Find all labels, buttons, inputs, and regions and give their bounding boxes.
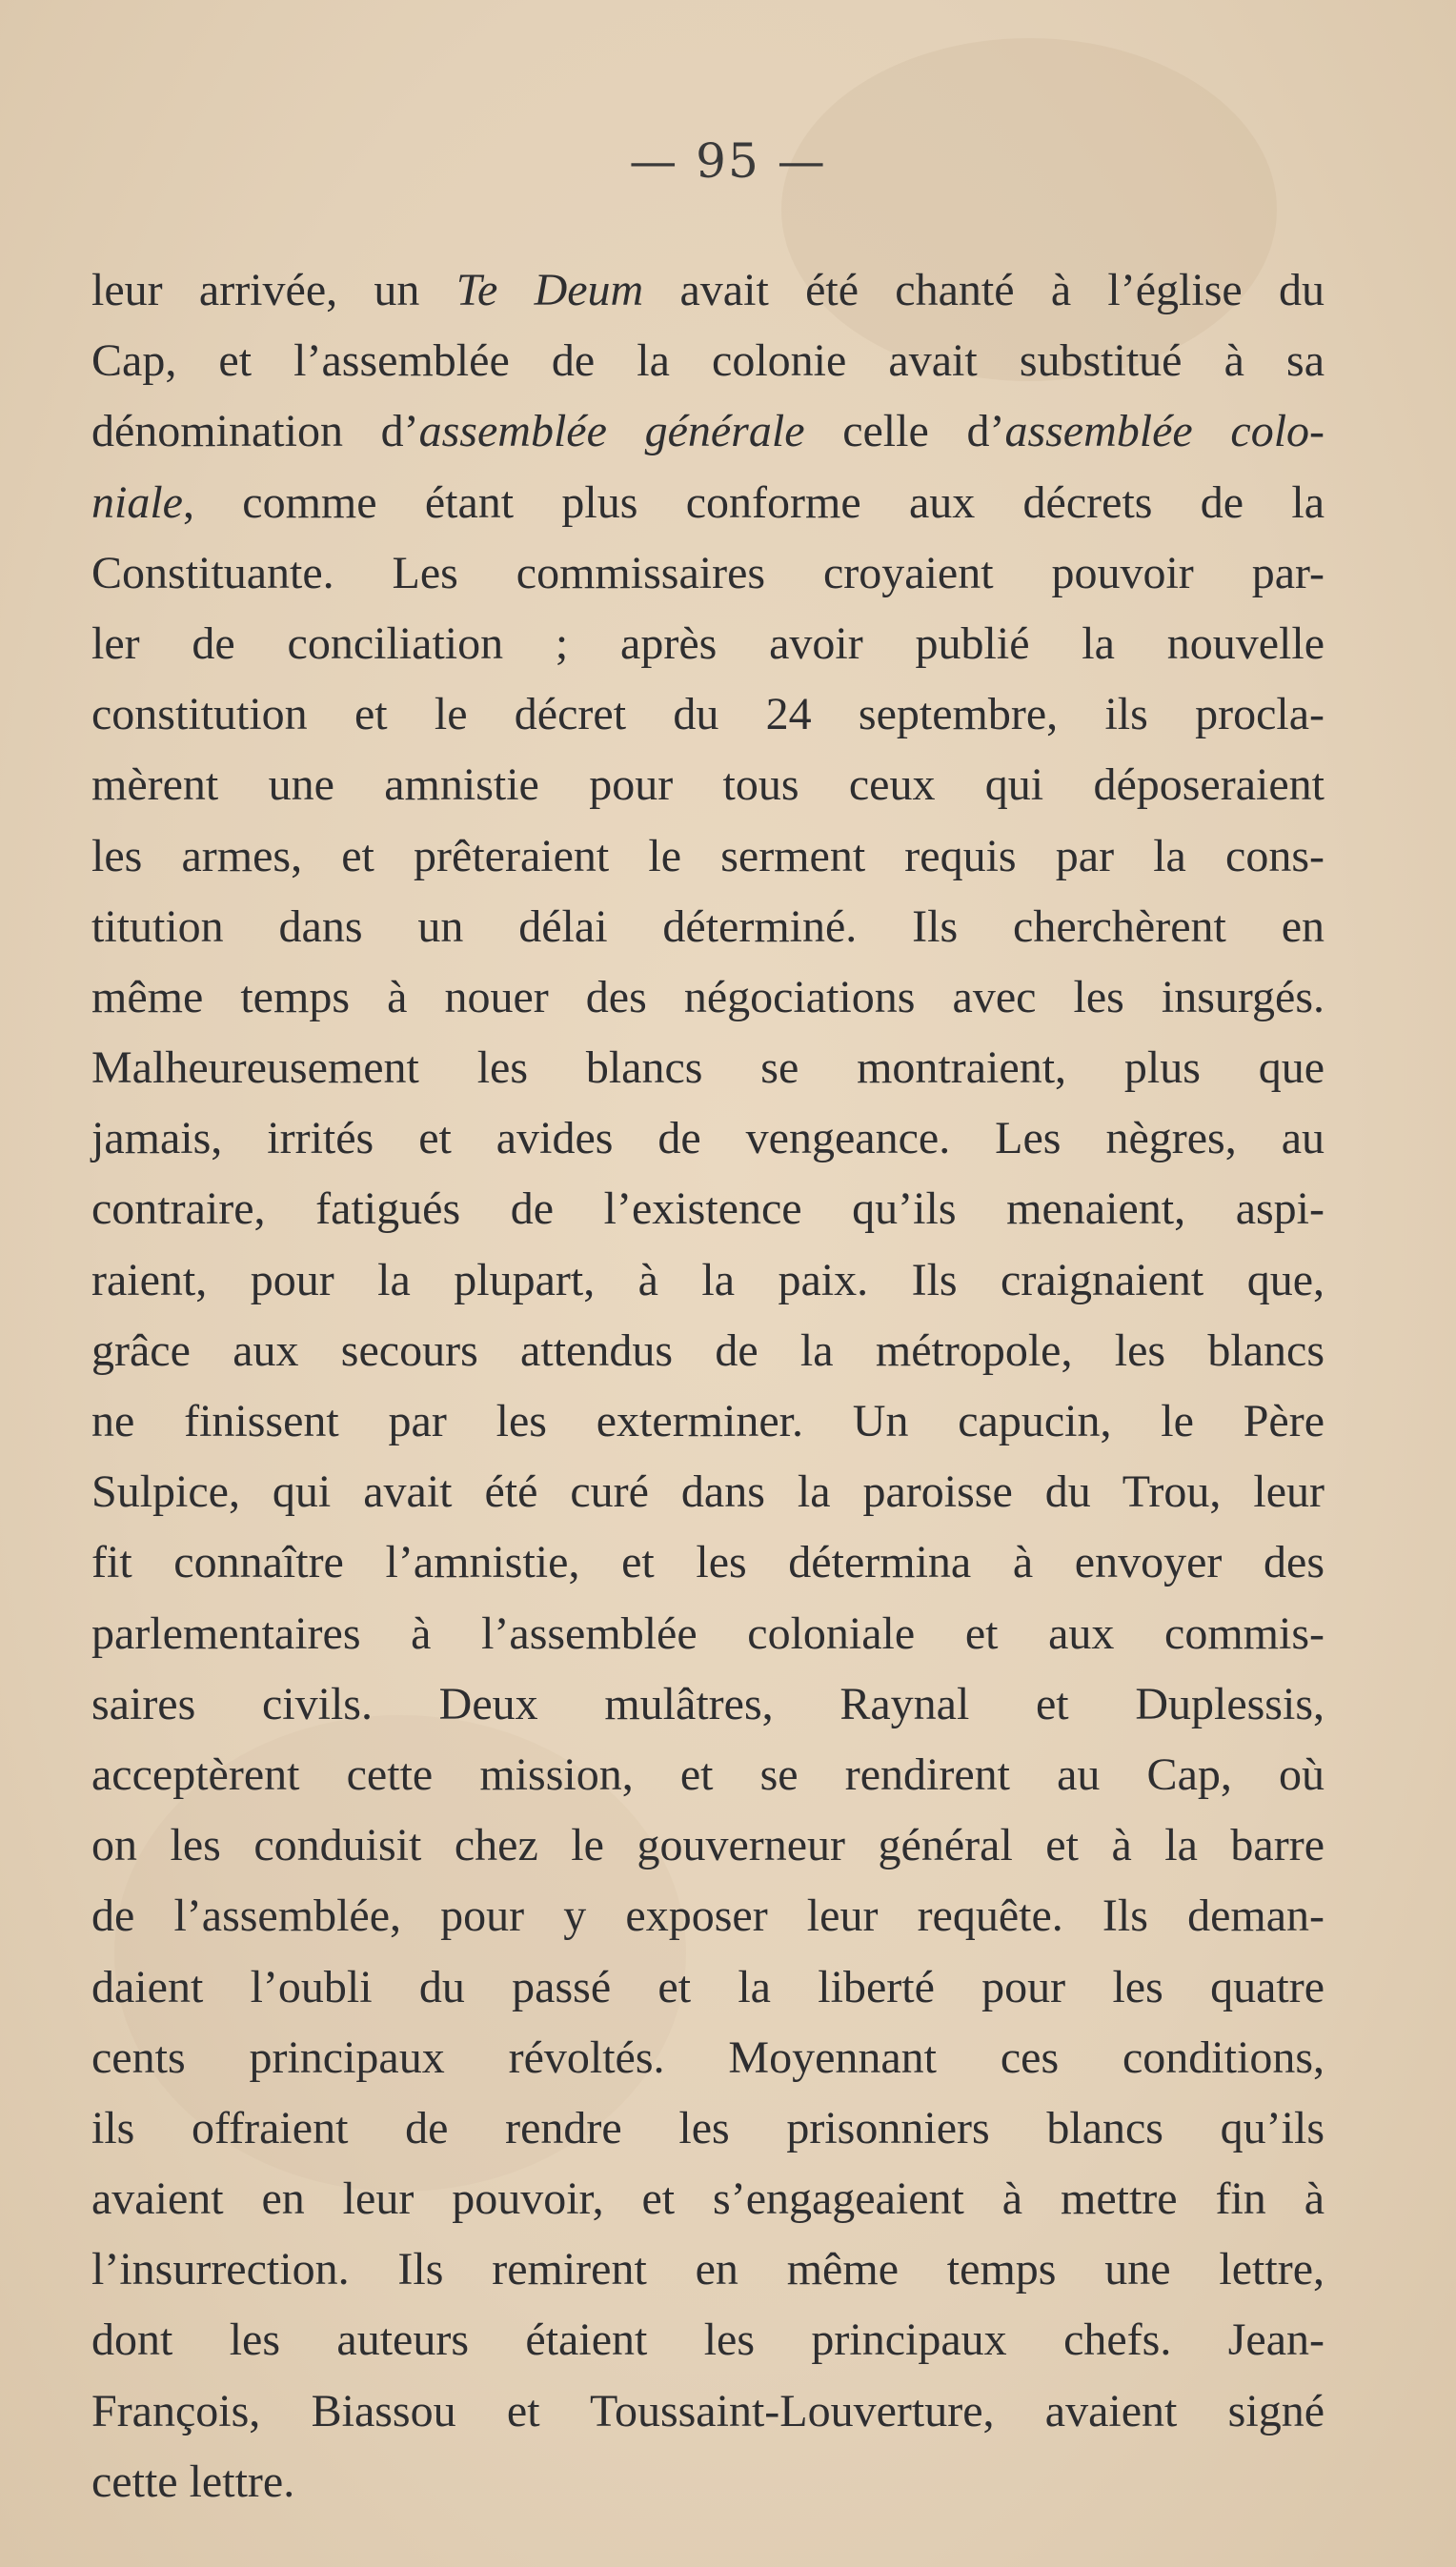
text-line [91,538,1325,609]
text-segment: constitution et le décret du 24 septembre, ils procla- [91,689,1325,740]
text-segment: François, Biassou et Toussaint-Louverture, avaient signé [91,2385,1325,2436]
text-segment: acceptèrent cette mission, et se rendirent au Cap, où [91,1748,1325,1800]
text-line [91,1881,1325,1951]
text-line [91,2305,1325,2375]
text-line [91,962,1325,1033]
text-segment: avaient en leur pouvoir, et s’engageaient à mettre fin à [91,2173,1325,2225]
text-line [91,2234,1325,2305]
text-line [91,892,1325,962]
text-segment: daient l’oubli du passé et la liberté pour les quatre [91,1961,1325,2012]
text-segment: ne finissent par les exterminer. Un capucin, le Père [91,1396,1325,1446]
italic-text: assemblée générale [418,406,805,457]
text-segment: jamais, irrités et avides de vengeance. Les nègres, au [91,1113,1325,1164]
text-line [91,468,1325,538]
text-segment: titution dans un délai déterminé. Ils cherchèrent en [91,900,1325,952]
text-segment: leur arrivée, un [91,265,456,315]
text-segment: de l’assemblée, pour y exposer leur requête. Ils deman- [91,1890,1325,1942]
text-segment: Cap, et l’assemblée de la colonie avait substitué à sa [91,335,1325,387]
text-segment: ler de conciliation ; après avoir publié la nouvelle [91,617,1325,669]
text-segment: celle d’ [804,406,1005,457]
text-segment: mèrent une amnistie pour tous ceux qui déposeraient [91,759,1325,811]
text-segment: les armes, et prêteraient le serment requis par la cons- [91,830,1325,881]
text-segment: Sulpice, qui avait été curé dans la paroisse du Trou, leur [91,1466,1325,1518]
text-line [91,2164,1325,2234]
text-segment: fit connaître l’amnistie, et les détermina à envoyer des [91,1537,1325,1588]
text-line [91,2376,1325,2447]
text-line [91,1952,1325,2023]
text-line [91,396,1325,467]
text-line [91,609,1325,679]
text-segment: saires civils. Deux mulâtres, Raynal et Duplessis, [91,1678,1325,1729]
text-line [91,2447,1325,2517]
text-segment: ils offraient de rendre les prisonniers blancs qu’ils [91,2102,1325,2153]
text-segment: même temps à nouer des négociations avec les insurgés. [91,971,1325,1022]
text-line [91,750,1325,820]
text-segment: cette lettre. [91,2456,295,2507]
text-line [91,2093,1325,2164]
italic-text: niale [91,476,183,528]
text-segment: grâce aux secours attendus de la métropole, les blancs [91,1324,1325,1376]
page-number: — 95 — [629,133,827,189]
text-segment: Malheureusement les blancs se montraient, plus que [91,1042,1325,1094]
text-line [91,1033,1325,1103]
text-line [91,1527,1325,1598]
text-segment: on les conduisit chez le gouverneur général et à la barre [91,1820,1325,1871]
text-segment: l’insurrection. Ils remirent en même temps une lettre, [91,2244,1325,2295]
body-text [91,255,1325,2517]
text-segment: contraire, fatigués de l’existence qu’ils menaient, aspi- [91,1183,1325,1235]
text-line [91,1810,1325,1881]
text-line [91,1103,1325,1174]
text-line [91,1386,1325,1457]
text-line [91,1174,1325,1244]
text-segment: Constituante. Les commissaires croyaient pouvoir par- [91,547,1325,598]
italic-text: Te Deum [455,265,644,315]
text-segment: parlementaires à l’assemblée coloniale et aux commis- [91,1607,1325,1659]
text-segment: cents principaux révoltés. Moyennant ces conditions, [91,2031,1325,2083]
text-line [91,1599,1325,1669]
text-line [91,1316,1325,1386]
text-line [91,2023,1325,2093]
text-line [91,1740,1325,1810]
text-segment: , comme étant plus conforme aux décrets de la [182,476,1325,528]
text-line [91,1457,1325,1527]
text-line [91,679,1325,750]
text-line [91,326,1325,396]
text-segment: avait été chanté à l’église du [643,265,1325,315]
text-line [91,1245,1325,1316]
text-line [91,821,1325,892]
text-segment: raient, pour la plupart, à la paix. Ils craignaient que, [91,1254,1325,1305]
text-segment: dont les auteurs étaient les principaux chefs. Jean- [91,2314,1325,2366]
text-line [91,255,1325,326]
text-segment: dénomination d’ [91,406,419,457]
italic-text: assemblée colo- [1004,406,1325,457]
text-line [91,1669,1325,1740]
